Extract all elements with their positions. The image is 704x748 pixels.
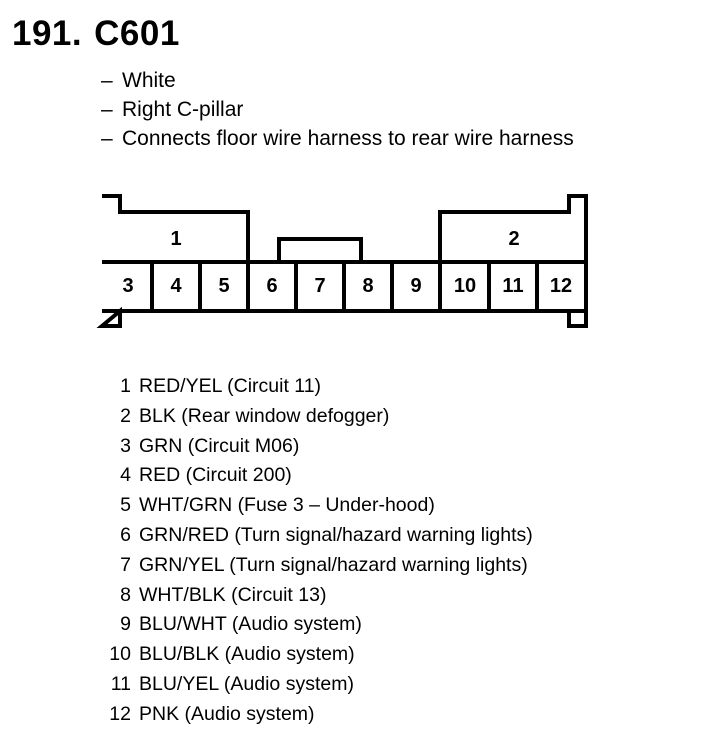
pin-description: BLK (Rear window defogger) — [139, 404, 390, 427]
cavity-label-10: 10 — [453, 275, 477, 297]
cavity-label-5: 5 — [218, 275, 230, 297]
cavity-label-8: 8 — [362, 275, 374, 297]
section-number: 191. — [12, 14, 83, 53]
pinout-row — [100, 581, 533, 611]
pin-description: GRN (Circuit M06) — [139, 434, 300, 457]
pinout-row — [100, 372, 533, 402]
connector-id: C601 — [94, 14, 180, 53]
pinout-row — [100, 640, 533, 670]
note-color: – White — [101, 69, 176, 92]
pin-description: BLU/BLK (Audio system) — [139, 643, 355, 666]
pinout-list — [100, 372, 533, 730]
note-location: – Right C-pillar — [101, 98, 244, 121]
cavity-label-12: 12 — [549, 275, 573, 297]
pin-number: 3 — [120, 434, 131, 457]
pin-number: 6 — [120, 523, 131, 546]
connector-face-diagram — [0, 0, 704, 360]
cavity-label-4: 4 — [170, 275, 182, 297]
pin-number: 2 — [120, 404, 131, 427]
cavity-label-3: 3 — [122, 275, 134, 297]
pinout-row — [100, 432, 533, 462]
pin-number: 4 — [120, 464, 131, 487]
pinout-row — [100, 491, 533, 521]
pin-description: RED/YEL (Circuit 11) — [139, 375, 322, 397]
pinout-row — [100, 551, 533, 581]
cavity-label-2: 2 — [508, 228, 520, 250]
pin-description: WHT/GRN (Fuse 3 – Under-hood) — [139, 494, 435, 517]
pin-description: PNK (Audio system) — [139, 702, 315, 725]
pin-number: 12 — [109, 702, 131, 725]
pinout-row — [100, 461, 533, 491]
pinout-row — [100, 670, 533, 700]
pin-description: RED (Circuit 200) — [139, 464, 292, 487]
pin-description: WHT/BLK (Circuit 13) — [139, 583, 327, 606]
cavity-label-1: 1 — [170, 228, 182, 250]
cavity-label-7: 7 — [314, 275, 326, 297]
pinout-row — [100, 521, 533, 551]
pin-description: GRN/RED (Turn signal/hazard warning lights) — [139, 523, 533, 546]
pin-number: 1 — [120, 375, 131, 397]
pinout-row — [100, 700, 533, 730]
pin-number: 10 — [109, 643, 131, 666]
pin-description: BLU/YEL (Audio system) — [139, 672, 354, 695]
note-connects: – Connects floor wire harness to rear wire harness — [101, 127, 574, 150]
pinout-row — [100, 610, 533, 640]
pin-number: 9 — [120, 613, 131, 636]
cavity-label-9: 9 — [410, 275, 422, 297]
pin-description: BLU/WHT (Audio system) — [139, 613, 362, 636]
pin-number: 8 — [120, 583, 131, 606]
pinout-row — [100, 402, 533, 432]
pin-description: GRN/YEL (Turn signal/hazard warning lights) — [139, 553, 528, 576]
pin-number: 5 — [120, 494, 131, 517]
cavity-label-11: 11 — [502, 275, 524, 297]
cavity-label-6: 6 — [266, 275, 278, 297]
pin-number: 7 — [120, 553, 131, 576]
pin-number: 11 — [110, 672, 131, 695]
